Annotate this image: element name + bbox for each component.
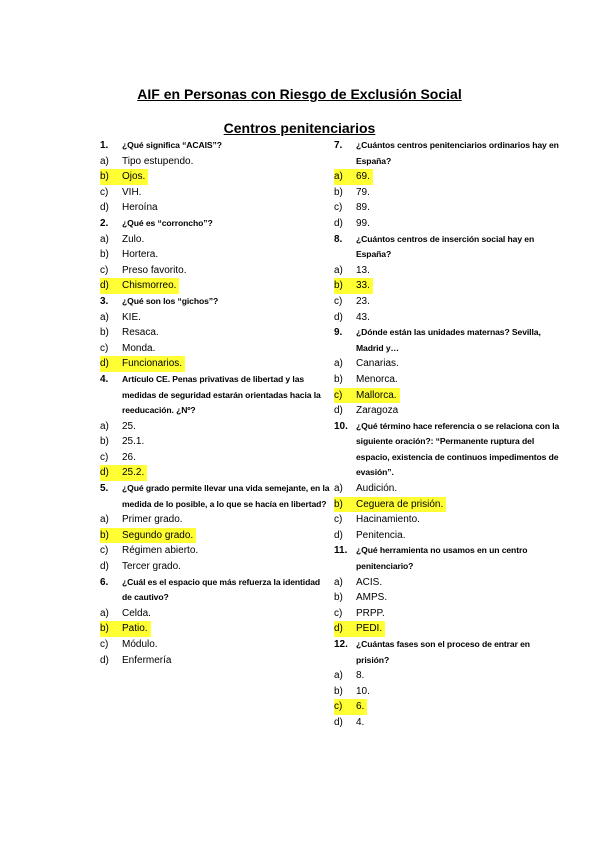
option-text: 89. bbox=[356, 202, 370, 214]
question bbox=[100, 372, 330, 481]
question-header bbox=[334, 232, 564, 263]
question-text: ¿Qué grado permite llevar una vida semejante, en la medida de lo posible, a lo que se hacía en libertad? bbox=[122, 483, 330, 509]
answer-option-correct bbox=[100, 278, 179, 294]
option-letter: c) bbox=[100, 545, 109, 557]
answer-option bbox=[100, 512, 330, 528]
option-text: Hacinamiento. bbox=[356, 514, 420, 526]
question-header bbox=[100, 481, 330, 512]
question bbox=[334, 637, 564, 731]
answer-option-correct bbox=[100, 465, 147, 481]
option-letter: a) bbox=[100, 311, 109, 323]
option-letter: c) bbox=[100, 186, 109, 198]
question-number: 6. bbox=[100, 576, 109, 588]
option-letter: d) bbox=[334, 217, 343, 229]
answer-option-correct bbox=[100, 169, 148, 185]
option-text: AMPS. bbox=[356, 592, 388, 604]
option-letter: c) bbox=[334, 389, 343, 401]
answer-option bbox=[334, 590, 564, 606]
option-text: KIE. bbox=[122, 311, 141, 323]
answer-option bbox=[334, 575, 564, 591]
option-text: Régimen abierto. bbox=[122, 545, 199, 557]
option-letter: d) bbox=[334, 716, 343, 728]
answer-option bbox=[334, 684, 564, 700]
question-number: 7. bbox=[334, 140, 343, 151]
answer-option bbox=[334, 200, 564, 216]
option-text: 79. bbox=[356, 186, 370, 198]
option-text: 13. bbox=[356, 264, 370, 276]
answer-option bbox=[100, 653, 330, 669]
option-text: 6. bbox=[356, 701, 365, 713]
option-letter: d) bbox=[334, 529, 343, 541]
option-letter: a) bbox=[334, 264, 343, 276]
question-number: 1. bbox=[100, 140, 109, 151]
option-letter: c) bbox=[334, 202, 343, 214]
option-letter: b) bbox=[334, 498, 343, 510]
answer-option bbox=[334, 512, 564, 528]
option-text: Módulo. bbox=[122, 639, 158, 650]
answer-option-correct bbox=[334, 497, 446, 513]
option-text: 8. bbox=[356, 670, 365, 682]
answer-option bbox=[100, 185, 330, 201]
option-letter: b) bbox=[100, 623, 109, 635]
option-text: PRPP. bbox=[356, 607, 385, 619]
question bbox=[100, 575, 330, 669]
option-text: 69. bbox=[356, 171, 370, 183]
option-letter: d) bbox=[100, 280, 109, 292]
option-text: Menorca. bbox=[356, 373, 398, 385]
question-header bbox=[334, 543, 564, 574]
question-number: 10. bbox=[334, 420, 348, 432]
answer-option bbox=[100, 325, 330, 341]
question-text: ¿Cuál es el espacio que más refuerza la identidad de cautivo? bbox=[122, 576, 321, 603]
answer-option bbox=[100, 606, 330, 622]
answer-option-correct bbox=[100, 528, 196, 544]
option-text: Ojos. bbox=[122, 171, 146, 183]
answer-option bbox=[100, 434, 330, 450]
question-header bbox=[334, 637, 564, 668]
option-letter: d) bbox=[334, 311, 343, 323]
question-text: ¿Qué herramienta no usamos en un centro penitenciario? bbox=[356, 545, 528, 572]
option-letter: d) bbox=[100, 561, 109, 573]
answer-option bbox=[334, 606, 564, 622]
answer-option bbox=[100, 559, 330, 575]
option-text: 23. bbox=[356, 295, 370, 307]
question-header bbox=[334, 138, 564, 169]
answer-option-correct bbox=[334, 621, 385, 637]
answer-option bbox=[334, 263, 564, 279]
option-text: 25.1. bbox=[122, 436, 145, 448]
option-letter: a) bbox=[334, 576, 343, 588]
option-letter: c) bbox=[100, 264, 109, 276]
answer-option bbox=[334, 372, 564, 388]
option-letter: d) bbox=[334, 405, 343, 417]
option-letter: b) bbox=[100, 171, 109, 183]
question-header bbox=[100, 294, 330, 310]
option-text: Zulo. bbox=[122, 233, 145, 245]
answer-option bbox=[100, 450, 330, 466]
question bbox=[334, 543, 564, 637]
answer-option-correct bbox=[100, 621, 151, 637]
answer-option bbox=[334, 294, 564, 310]
option-letter: b) bbox=[334, 373, 343, 385]
option-text: Canarias. bbox=[356, 358, 399, 370]
answer-option-correct bbox=[334, 169, 373, 185]
option-text: Patio. bbox=[122, 623, 148, 635]
answer-option bbox=[334, 528, 564, 544]
option-letter: d) bbox=[100, 202, 109, 214]
answer-option bbox=[100, 310, 330, 326]
question bbox=[334, 419, 564, 544]
question bbox=[100, 216, 330, 294]
option-letter: b) bbox=[334, 186, 343, 198]
option-letter: a) bbox=[100, 607, 109, 619]
option-text: 33. bbox=[356, 280, 370, 292]
question-number: 8. bbox=[334, 233, 343, 245]
option-letter: d) bbox=[334, 623, 343, 635]
option-letter: a) bbox=[334, 358, 343, 370]
question-header bbox=[100, 575, 330, 606]
answer-option-correct bbox=[334, 699, 367, 715]
option-letter: b) bbox=[334, 685, 343, 697]
answer-option-correct bbox=[334, 388, 400, 404]
option-text: 26. bbox=[122, 451, 136, 463]
questions-column-right bbox=[334, 138, 564, 731]
option-text: Monda. bbox=[122, 342, 156, 354]
question-header bbox=[100, 372, 330, 419]
option-letter: a) bbox=[100, 155, 109, 167]
question-text: ¿Qué término hace referencia o se relaciona con la siguiente oración?: “Permanente ruptura del espacio, existencia de continuos impedimentos de evasión”. bbox=[356, 420, 560, 478]
option-letter: c) bbox=[334, 514, 343, 526]
answer-option bbox=[100, 419, 330, 435]
option-letter: c) bbox=[334, 701, 343, 713]
answer-option bbox=[334, 481, 564, 497]
option-text: Primer grado. bbox=[122, 514, 183, 526]
option-text: 10. bbox=[356, 685, 370, 697]
question bbox=[100, 481, 330, 575]
option-letter: a) bbox=[334, 171, 343, 183]
option-letter: b) bbox=[334, 280, 343, 292]
question-header bbox=[100, 216, 330, 232]
option-letter: b) bbox=[100, 327, 109, 339]
questions-column-left bbox=[100, 138, 330, 668]
question-text: ¿Qué significa “ACAIS”? bbox=[122, 140, 222, 150]
answer-option-correct bbox=[334, 278, 373, 294]
answer-option bbox=[334, 668, 564, 684]
question-number: 2. bbox=[100, 217, 109, 229]
option-letter: b) bbox=[100, 249, 109, 261]
answer-option bbox=[334, 403, 564, 419]
option-letter: a) bbox=[100, 420, 109, 432]
option-text: Segundo grado. bbox=[122, 529, 194, 541]
document-subtitle: Centros penitenciarios bbox=[223, 120, 376, 136]
option-text: Enfermería bbox=[122, 654, 172, 666]
question-text: ¿Qué es “corroncho”? bbox=[122, 217, 213, 228]
option-text: Ceguera de prisión. bbox=[356, 498, 444, 510]
question-text: ¿Dónde están las unidades maternas? Sevilla, Madrid y… bbox=[356, 327, 541, 353]
option-letter: d) bbox=[100, 358, 109, 370]
answer-option-correct bbox=[100, 356, 185, 372]
question-number: 5. bbox=[100, 483, 109, 495]
question-number: 9. bbox=[334, 327, 343, 339]
option-text: Preso favorito. bbox=[122, 264, 187, 276]
option-letter: a) bbox=[100, 514, 109, 526]
question-text: ¿Qué son los “gichos”? bbox=[122, 295, 219, 306]
option-text: Resaca. bbox=[122, 327, 159, 339]
answer-option bbox=[100, 154, 330, 170]
document-title: AIF en Personas con Riesgo de Exclusión Social bbox=[137, 86, 462, 102]
answer-option bbox=[334, 715, 564, 731]
option-text: Chismorreo. bbox=[122, 280, 177, 292]
option-text: Funcionarios. bbox=[122, 358, 183, 370]
option-letter: a) bbox=[334, 670, 343, 682]
option-text: Heroína bbox=[122, 202, 158, 214]
question-number: 3. bbox=[100, 295, 109, 307]
option-text: ACIS. bbox=[356, 576, 383, 588]
option-text: Tercer grado. bbox=[122, 561, 181, 573]
answer-option bbox=[100, 543, 330, 559]
option-letter: c) bbox=[100, 639, 109, 650]
option-letter: c) bbox=[334, 607, 343, 619]
answer-option bbox=[100, 341, 330, 357]
answer-option bbox=[100, 200, 330, 216]
option-text: PEDI. bbox=[356, 623, 383, 635]
question bbox=[334, 138, 564, 232]
question bbox=[334, 232, 564, 326]
answer-option bbox=[100, 232, 330, 248]
option-text: 99. bbox=[356, 217, 370, 229]
answer-option bbox=[334, 310, 564, 326]
question bbox=[334, 325, 564, 419]
option-text: Mallorca. bbox=[356, 389, 397, 401]
option-text: 43. bbox=[356, 311, 370, 323]
option-letter: c) bbox=[334, 295, 343, 307]
question-header bbox=[334, 419, 564, 481]
option-text: Celda. bbox=[122, 607, 151, 619]
question-number: 12. bbox=[334, 639, 348, 650]
option-letter: a) bbox=[100, 233, 109, 245]
question-text: Artículo CE. Penas privativas de libertad y las medidas de seguridad estarán orientadas hacia la reeducación. ¿Nº? bbox=[122, 373, 321, 416]
option-letter: a) bbox=[334, 483, 343, 495]
answer-option bbox=[334, 185, 564, 201]
option-text: Zaragoza bbox=[356, 405, 399, 417]
option-letter: c) bbox=[100, 342, 109, 354]
option-letter: c) bbox=[100, 451, 109, 463]
option-letter: b) bbox=[100, 436, 109, 448]
answer-option bbox=[334, 216, 564, 232]
option-text: Hortera. bbox=[122, 249, 159, 261]
question bbox=[100, 294, 330, 372]
option-letter: b) bbox=[334, 592, 343, 604]
question-text: ¿Cuántas fases son el proceso de entrar en prisión? bbox=[356, 639, 530, 665]
option-text: Penitencia. bbox=[356, 529, 406, 541]
question-number: 11. bbox=[334, 545, 348, 557]
option-letter: d) bbox=[100, 467, 109, 479]
question-header bbox=[100, 138, 330, 154]
question bbox=[100, 138, 330, 216]
question-text: ¿Cuántos centros penitenciarios ordinarios hay en España? bbox=[356, 140, 559, 166]
answer-option bbox=[100, 263, 330, 279]
option-text: Audición. bbox=[356, 483, 398, 495]
answer-option bbox=[100, 637, 330, 653]
option-letter: d) bbox=[100, 654, 109, 666]
option-text: 25. bbox=[122, 420, 136, 432]
option-text: 25.2. bbox=[122, 467, 145, 479]
option-text: VIH. bbox=[122, 186, 142, 198]
answer-option bbox=[334, 356, 564, 372]
option-text: Tipo estupendo. bbox=[122, 155, 194, 167]
answer-option bbox=[100, 247, 330, 263]
question-text: ¿Cuántos centros de inserción social hay en España? bbox=[356, 233, 535, 260]
option-letter: b) bbox=[100, 529, 109, 541]
question-header bbox=[334, 325, 564, 356]
question-number: 4. bbox=[100, 373, 109, 385]
option-text: 4. bbox=[356, 716, 365, 728]
